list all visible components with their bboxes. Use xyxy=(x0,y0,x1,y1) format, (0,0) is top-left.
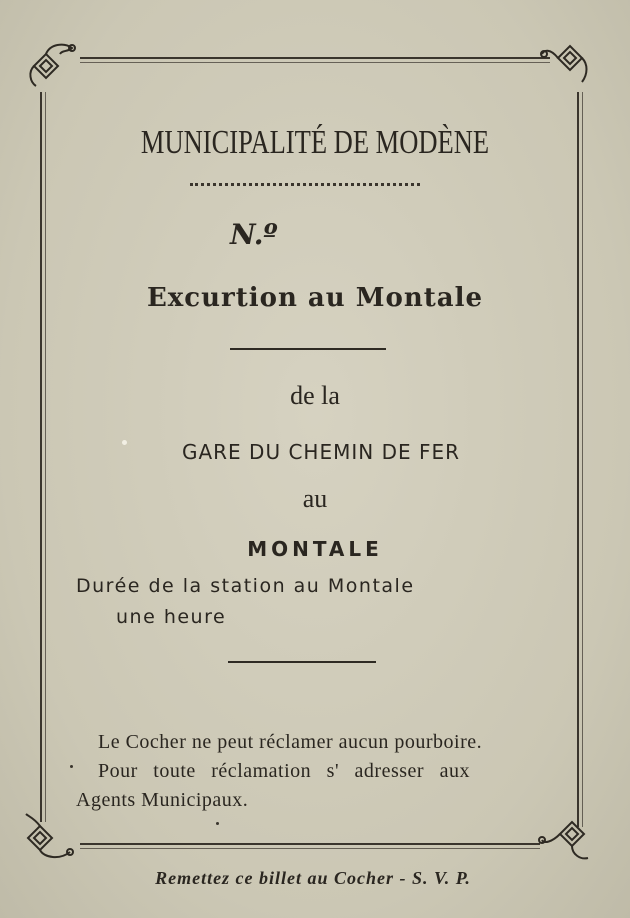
origin-station: GARE DU CHEMIN DE FER xyxy=(181,440,460,464)
divider xyxy=(228,661,376,663)
notice-line-1: Le Cocher ne peut réclamer aucun pourboire. xyxy=(98,731,483,753)
divider xyxy=(230,348,386,350)
frame-top-rule xyxy=(80,57,550,59)
ink-speck xyxy=(216,822,219,825)
title-dotted-divider xyxy=(190,183,420,186)
ticket-number-label: N.º xyxy=(230,218,278,251)
ink-speck xyxy=(70,765,73,768)
paper-speck xyxy=(122,440,127,445)
corner-ornament-icon xyxy=(24,36,80,92)
frame-bottom-rule xyxy=(80,843,540,845)
notice-line-3: Agents Municipaux. xyxy=(76,789,249,811)
corner-ornament-icon xyxy=(536,34,592,90)
frame-top-rule-inner xyxy=(80,62,550,63)
corner-ornament-icon xyxy=(20,808,76,864)
notice-line-2: Pour toute réclamation s' adresser aux xyxy=(98,760,470,782)
excursion-heading: Excurtion au Montale xyxy=(146,283,484,313)
from-label: de la xyxy=(290,381,340,410)
page-title: MUNICIPALITÉ DE MODÈNE xyxy=(140,124,490,161)
frame-bottom-rule-inner xyxy=(80,848,540,849)
duration-line-1: Durée de la station au Montale xyxy=(76,575,415,597)
corner-ornament-icon xyxy=(538,808,594,864)
footer-instruction: Remettez ce billet au Cocher - S. V. P. xyxy=(155,868,471,888)
destination: MONTALE xyxy=(247,537,383,561)
to-label: au xyxy=(302,484,328,513)
duration-line-2: une heure xyxy=(116,606,227,628)
